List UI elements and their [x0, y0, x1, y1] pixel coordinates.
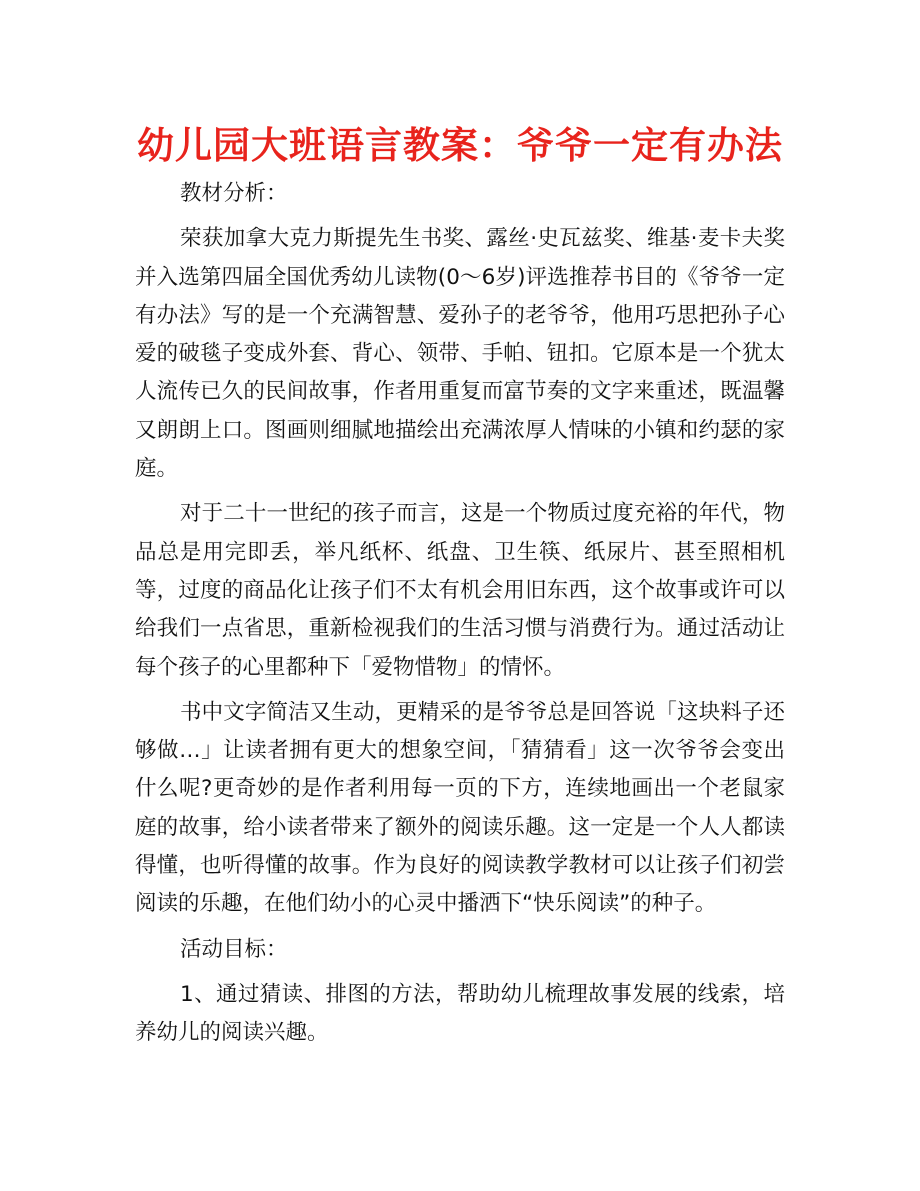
paragraph-21st-century: 对于二十一世纪的孩子而言，这是一个物质过度充裕的年代，物品总是用完即丢，举凡纸杯、纸盘、卫生筷、纸尿片、甚至照相机等，过度的商品化让孩子们不太有机会用旧东西，这个故事或许可以给我们一点省思，重新检视我们的生活习惯与消费行为。通过活动让每个孩子的心里都种下「爱物惜物」的情怀。: [135, 501, 785, 680]
paragraph-goal-1: 1、通过猜读、排图的方法，帮助幼儿梳理故事发展的线索，培养幼儿的阅读兴趣。: [135, 981, 785, 1046]
section-heading-goals: 活动目标：: [180, 936, 288, 962]
document-title: 幼儿园大班语言教案：爷爷一定有办法: [137, 124, 783, 167]
document-body: [135, 175, 785, 1060]
section-heading-materials: 教材分析：: [180, 181, 288, 206]
paragraph-awards-intro: 荣获加拿大克力斯提先生书奖、露丝·史瓦兹奖、维基·麦卡夫奖并入选第四届全国优秀幼儿读物(0～6岁)评选推荐书目的《爷爷一定有办法》写的是一个充满智慧、爱孙子的老爷爷，他用巧思把孙子心爱的破毯子变成外套、背心、领带、手帕、钮扣。它原本是一个犹太人流传已久的民间故事，作者用重复而富节奏的文字来重述，既温馨又朗朗上口。图画则细腻地描绘出充满浓厚人情味的小镇和约瑟的家庭。: [135, 226, 785, 482]
paragraph-book-text: 书中文字简洁又生动，更精采的是爷爷总是回答说「这块料子还够做…」让读者拥有更大的想象空间，「猜猜看」这一次爷爷会变出什么呢?更奇妙的是作者利用每一页的下方，连续地画出一个老鼠家庭的故事，给小读者带来了额外的阅读乐趣。这一定是一个人人都读得懂，也听得懂的故事。作为良好的阅读教学教材可以让孩子们初尝阅读的乐趣，在他们幼小的心灵中播洒下“快乐阅读”的种子。: [135, 699, 785, 917]
